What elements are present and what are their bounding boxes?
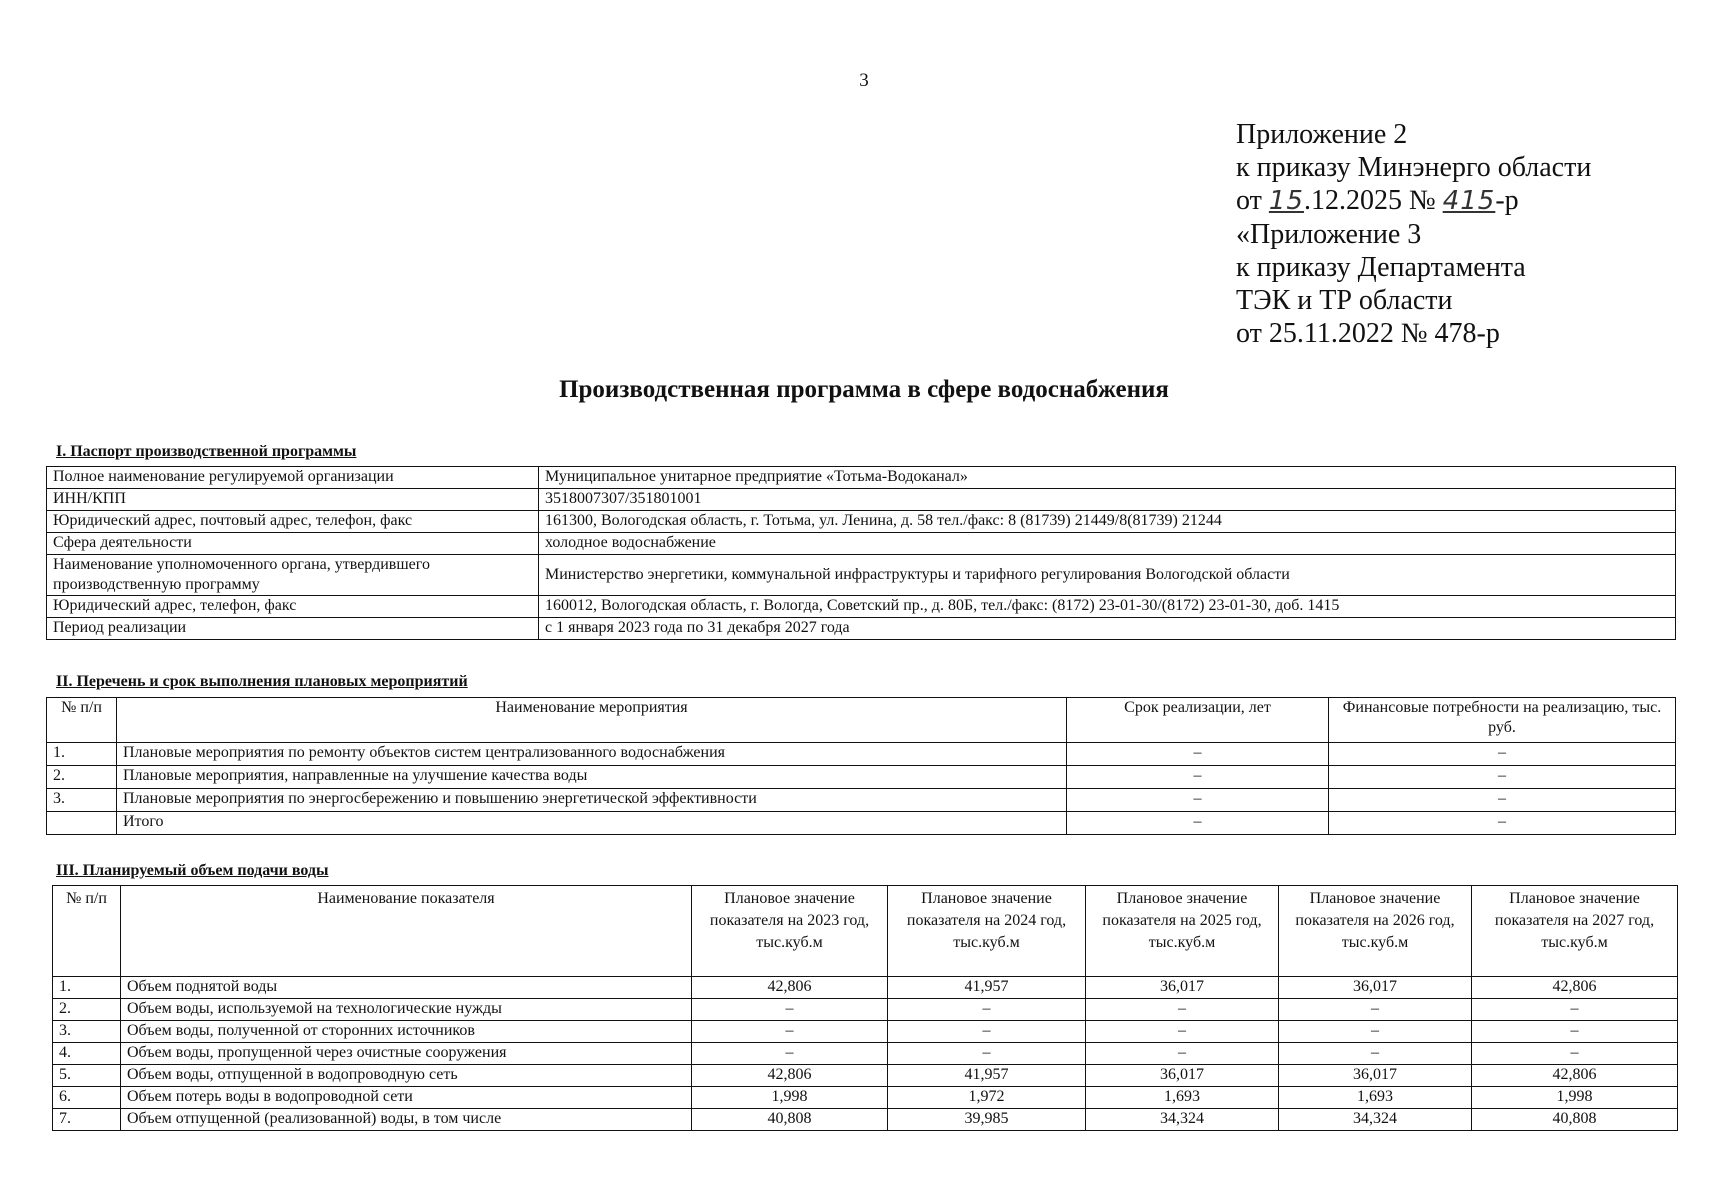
column-header: Плановое значение показателя на 2027 год, тыс.куб.м: [1472, 886, 1678, 977]
passport-table: [46, 466, 1676, 640]
appendix-line-5: к приказу Департамента: [1236, 252, 1526, 283]
measure-name: Плановые мероприятия по ремонту объектов систем централизованного водоснабжения: [117, 743, 1067, 766]
passport-label: ИНН/КПП: [47, 489, 539, 511]
appendix-line-3: [1236, 184, 1591, 218]
measure-finance: –: [1329, 766, 1676, 789]
measure-term: –: [1067, 766, 1329, 789]
passport-label: Юридический адрес, почтовый адрес, телефон, факс: [47, 511, 539, 533]
passport-value: Министерство энергетики, коммунальной инфраструктуры и тарифного регулирования Вологодской области: [539, 555, 1676, 596]
measure-term: –: [1067, 812, 1329, 835]
indicator-name: Объем отпущенной (реализованной) воды, в том числе: [121, 1109, 692, 1131]
passport-value: Муниципальное унитарное предприятие «Тотьма-Водоканал»: [539, 467, 1676, 489]
table-header-row: [53, 886, 1678, 977]
value-2026: 36,017: [1279, 1065, 1472, 1087]
table-header-row: [47, 698, 1676, 743]
value-2025: 36,017: [1086, 977, 1279, 999]
value-2024: 39,985: [888, 1109, 1086, 1131]
value-2027: 42,806: [1472, 977, 1678, 999]
value-2027: 1,998: [1472, 1087, 1678, 1109]
measure-finance: –: [1329, 743, 1676, 766]
passport-label: Наименование уполномоченного органа, утвердившего производственную программу: [47, 555, 539, 596]
table-row: [53, 1109, 1678, 1131]
value-2027: –: [1472, 999, 1678, 1021]
appendix-date-prefix: от: [1236, 185, 1269, 216]
appendix-block: [1236, 118, 1591, 350]
value-2026: 1,693: [1279, 1087, 1472, 1109]
column-header: Плановое значение показателя на 2025 год, тыс.куб.м: [1086, 886, 1279, 977]
value-2027: 42,806: [1472, 1065, 1678, 1087]
passport-value: 160012, Вологодская область, г. Вологда, Советский пр., д. 80Б, тел./факс: (8172) 23-01-30/(8172) 23-01-30, доб. 1415: [539, 596, 1676, 618]
passport-label: Период реализации: [47, 618, 539, 640]
value-2024: 41,957: [888, 977, 1086, 999]
measure-finance: –: [1329, 789, 1676, 812]
column-header: Плановое значение показателя на 2026 год, тыс.куб.м: [1279, 886, 1472, 977]
measure-finance: –: [1329, 812, 1676, 835]
value-2024: –: [888, 1021, 1086, 1043]
value-2026: –: [1279, 999, 1472, 1021]
value-2024: –: [888, 999, 1086, 1021]
row-number: 3.: [47, 789, 117, 812]
value-2026: 36,017: [1279, 977, 1472, 999]
appendix-line-4: «Приложение 3: [1236, 219, 1422, 250]
table-row: [47, 489, 1676, 511]
column-header: № п/п: [47, 698, 117, 743]
appendix-line-1: Приложение 2: [1236, 119, 1408, 150]
section-1-heading: I. Паспорт производственной программы: [56, 443, 357, 460]
value-2023: 1,998: [692, 1087, 888, 1109]
row-number: 4.: [53, 1043, 121, 1065]
value-2027: 40,808: [1472, 1109, 1678, 1131]
passport-label: Сфера деятельности: [47, 533, 539, 555]
handwritten-day: 15: [1268, 186, 1304, 216]
row-number: 5.: [53, 1065, 121, 1087]
column-header: Плановое значение показателя на 2023 год, тыс.куб.м: [692, 886, 888, 977]
table-row: [47, 533, 1676, 555]
value-2025: 36,017: [1086, 1065, 1279, 1087]
table-row: [47, 766, 1676, 789]
indicator-name: Объем воды, полученной от сторонних источников: [121, 1021, 692, 1043]
value-2026: –: [1279, 1043, 1472, 1065]
table-row: [53, 1021, 1678, 1043]
section-2-heading: II. Перечень и срок выполнения плановых мероприятий: [56, 673, 468, 690]
indicator-name: Объем поднятой воды: [121, 977, 692, 999]
column-header: Срок реализации, лет: [1067, 698, 1329, 743]
water-supply-table: [52, 885, 1678, 1131]
table-row: [53, 1087, 1678, 1109]
page-number: 3: [859, 70, 869, 91]
indicator-name: Объем воды, пропущенной через очистные сооружения: [121, 1043, 692, 1065]
table-row: [47, 555, 1676, 596]
value-2025: 1,693: [1086, 1087, 1279, 1109]
value-2024: –: [888, 1043, 1086, 1065]
value-2023: –: [692, 1043, 888, 1065]
row-number: 7.: [53, 1109, 121, 1131]
column-header: № п/п: [53, 886, 121, 977]
value-2023: 42,806: [692, 1065, 888, 1087]
value-2025: –: [1086, 999, 1279, 1021]
value-2027: –: [1472, 1043, 1678, 1065]
table-row: [47, 789, 1676, 812]
value-2024: 1,972: [888, 1087, 1086, 1109]
value-2026: 34,324: [1279, 1109, 1472, 1131]
appendix-line-2: к приказу Минэнерго области: [1236, 152, 1592, 183]
measure-term: –: [1067, 743, 1329, 766]
passport-value: 3518007307/351801001: [539, 489, 1676, 511]
value-2027: –: [1472, 1021, 1678, 1043]
row-number: [47, 812, 117, 835]
value-2025: –: [1086, 1043, 1279, 1065]
row-number: 2.: [47, 766, 117, 789]
measure-name: Плановые мероприятия, направленные на улучшение качества воды: [117, 766, 1067, 789]
measure-term: –: [1067, 789, 1329, 812]
value-2023: 42,806: [692, 977, 888, 999]
table-row: [47, 596, 1676, 618]
value-2026: –: [1279, 1021, 1472, 1043]
row-number: 1.: [47, 743, 117, 766]
table-row: [47, 618, 1676, 640]
table-row: [47, 743, 1676, 766]
row-number: 2.: [53, 999, 121, 1021]
row-number: 1.: [53, 977, 121, 999]
appendix-line-6: ТЭК и ТР области: [1236, 285, 1453, 316]
passport-label: Юридический адрес, телефон, факс: [47, 596, 539, 618]
value-2023: 40,808: [692, 1109, 888, 1131]
measures-table: [46, 697, 1676, 835]
table-row: [53, 977, 1678, 999]
passport-value: холодное водоснабжение: [539, 533, 1676, 555]
value-2023: –: [692, 999, 888, 1021]
indicator-name: Объем потерь воды в водопроводной сети: [121, 1087, 692, 1109]
value-2024: 41,957: [888, 1065, 1086, 1087]
indicator-name: Объем воды, отпущенной в водопроводную сеть: [121, 1065, 692, 1087]
table-row: [47, 467, 1676, 489]
document-title: Производственная программа в сфере водоснабжения: [559, 376, 1169, 403]
column-header: Наименование показателя: [121, 886, 692, 977]
table-row: [47, 511, 1676, 533]
handwritten-order-number: 415: [1442, 186, 1496, 216]
measure-name: Плановые мероприятия по энергосбережению и повышению энергетической эффективности: [117, 789, 1067, 812]
table-row: [47, 812, 1676, 835]
column-header: Плановое значение показателя на 2024 год, тыс.куб.м: [888, 886, 1086, 977]
row-number: 6.: [53, 1087, 121, 1109]
column-header: Финансовые потребности на реализацию, тыс. руб.: [1329, 698, 1676, 743]
value-2023: –: [692, 1021, 888, 1043]
appendix-date-mid: .12.2025 №: [1303, 185, 1443, 216]
passport-value: 161300, Вологодская область, г. Тотьма, ул. Ленина, д. 58 тел./факс: 8 (81739) 21449/8(81739) 21244: [539, 511, 1676, 533]
section-3-heading: III. Планируемый объем подачи воды: [56, 862, 329, 879]
table-row: [53, 999, 1678, 1021]
passport-label: Полное наименование регулируемой организации: [47, 467, 539, 489]
row-number: 3.: [53, 1021, 121, 1043]
value-2025: –: [1086, 1021, 1279, 1043]
column-header: Наименование мероприятия: [117, 698, 1067, 743]
indicator-name: Объем воды, используемой на технологические нужды: [121, 999, 692, 1021]
appendix-line-7: от 25.11.2022 № 478-р: [1236, 318, 1500, 349]
value-2025: 34,324: [1086, 1109, 1279, 1131]
table-row: [53, 1065, 1678, 1087]
measure-name: Итого: [117, 812, 1067, 835]
appendix-date-suffix: -р: [1495, 185, 1519, 216]
passport-value: с 1 января 2023 года по 31 декабря 2027 года: [539, 618, 1676, 640]
table-row: [53, 1043, 1678, 1065]
